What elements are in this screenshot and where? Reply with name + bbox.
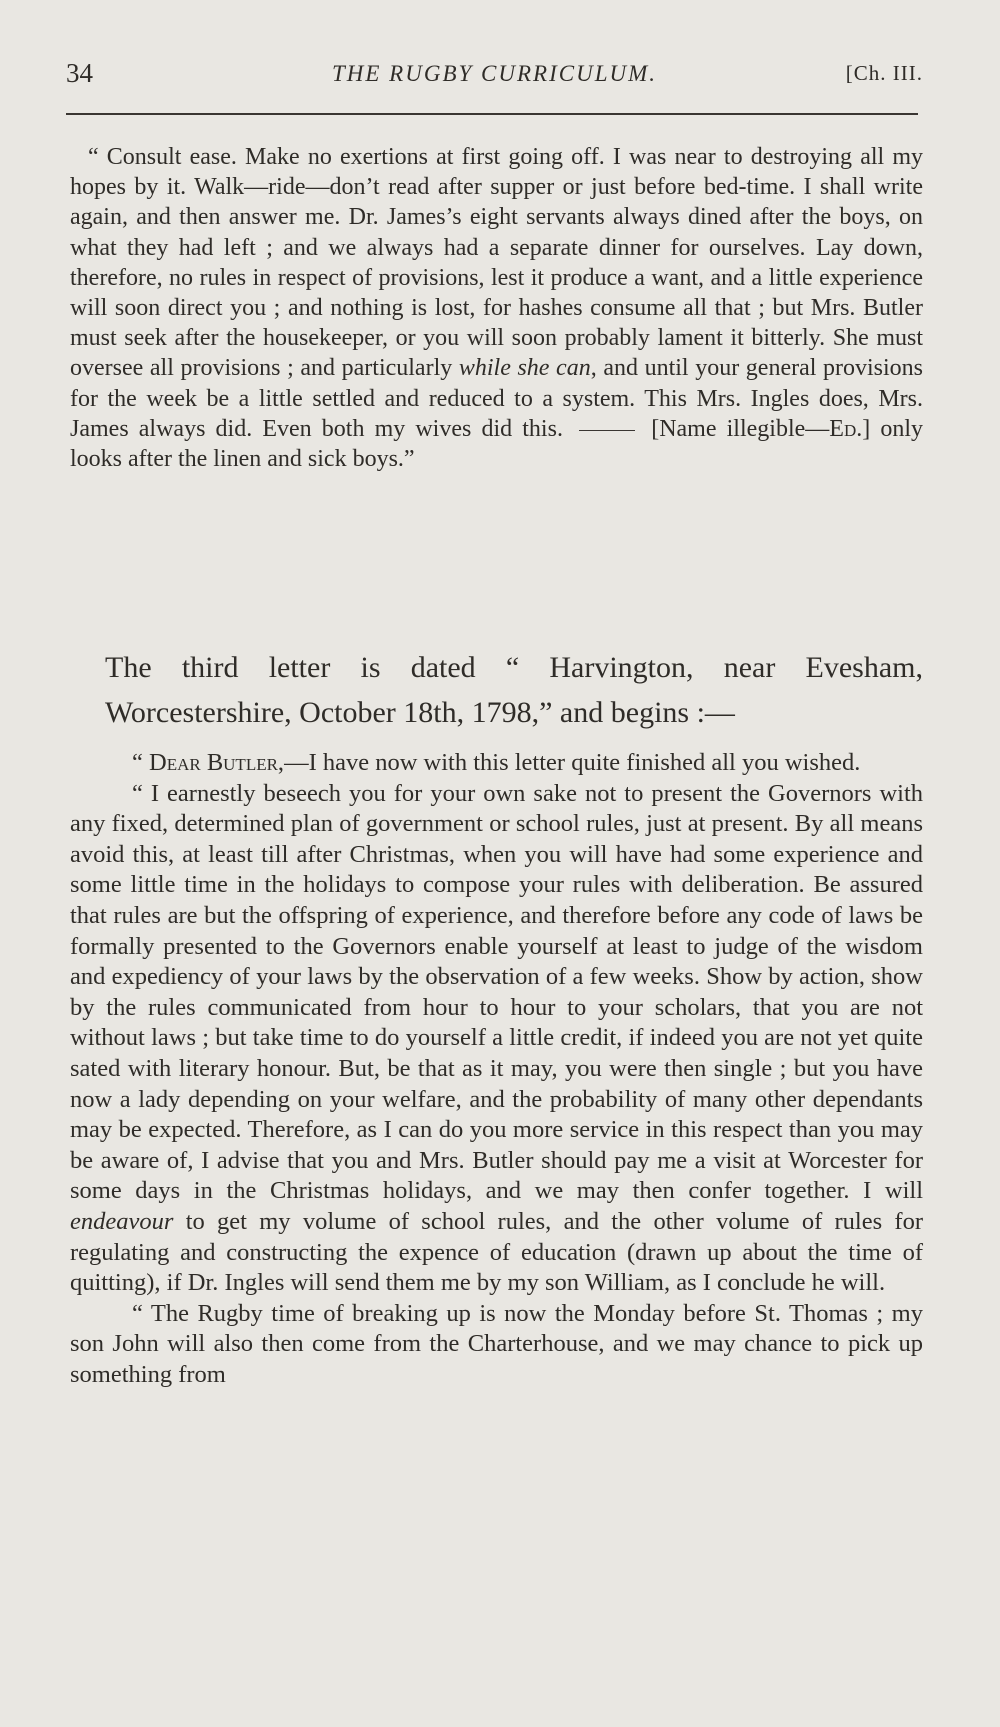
bracket-note-end: ] only looks after the linen and sick boys.” — [70, 415, 924, 473]
excerpt-text-main: “ Consult ease. Make no exertions at first going off. I was near to destroying all my hopes by it. Walk—ride—don’t read after supper or just before bed-time. I shall write again, and then answer me. Dr. James’s eight servants always dined after the boys, on what they had left ; and we always had a separate dinner for ourselves. Lay down, therefore, no rules in respect of provisions, lest it produce a want, and a little experience will soon direct you ; and nothing is lost, for hashes consume all that ; but Mrs. Butler must seek after the housekeeper, or you will soon probably lament it bitterly. She must oversee all provisions ; and particularly — [70, 144, 923, 382]
paragraph-2-emphasis: endeavour — [70, 1207, 174, 1235]
illegible-name-rule — [579, 430, 635, 431]
letter-salutation — [70, 748, 923, 779]
header-rule — [66, 113, 918, 115]
editor-abbreviation: Ed. — [829, 415, 863, 442]
chapter-reference: [Ch. III. — [845, 61, 923, 85]
letter-excerpt — [70, 142, 923, 474]
paragraph-2-text: “ I earnestly beseech you for your own sake not to present the Governors with any fixed, determined plan of government or school rules, just at present. By all means avoid this, at least till after Christmas, when you will have had some experience and some little time in the holidays to compose your rules with deliberation. Be assured that rules are but the offspring of experience, and therefore before any code of laws be formally presented to the Governors enable yourself at least to judge of the wisdom and expediency of your laws by the observation of a few weeks. Show by action, show by the rules communicated from hour to hour to your scholars, that you are not without laws ; but take time to do yourself a little credit, if indeed you are not yet quite sated with literary honour. But, be that as it may, you were then single ; but you have now a lady depending on your welfare, and the probability of many other dependants may be expected. Therefore, as I can do you more service in this respect than you may be aware of, I advise that you and Mrs. Butler should pay me a visit at Worcester for some days in the Christmas holidays, and we may then confer together. I will — [70, 779, 923, 1205]
letter-paragraph-3: “ The Rugby time of breaking up is now the Monday before St. Thomas ; my son John will also then come from the Charterhouse, and we may chance to pick up something from — [70, 1299, 923, 1388]
salutation-quote: “ — [132, 749, 143, 776]
excerpt-text-continued: , and until your general provisions for the week be a little settled and reduced to a system. This Mrs. Ingles does, Mrs. James always did. Even both my wives did this. — [70, 355, 924, 442]
page-number: 34 — [66, 58, 93, 88]
letter-excerpt-paragraph — [70, 142, 923, 474]
bracket-note-start: [Name illegible— — [651, 415, 830, 442]
paragraph-2-continued: to get my volume of school rules, and the other volume of rules for regulating and constructing the expence of education (drawn up about the time of quitting), if Dr. Ingles will send them me by my son William, as I conclude he will. — [70, 1207, 923, 1297]
salutation-rest: —I have now with this letter quite finished all you wished. — [284, 749, 861, 776]
salutation-name: Dear Butler, — [149, 749, 285, 776]
page-header — [66, 58, 923, 98]
narrative-paragraph — [105, 645, 923, 735]
excerpt-emphasis: while she can — [458, 355, 591, 382]
running-title: THE RUGBY CURRICULUM. — [331, 61, 658, 86]
narrative-text: The third letter is dated “ Harvington, near Evesham, Worcestershire, October 18th, 1798,” and begins :— — [105, 651, 923, 729]
letter-paragraph-2 — [70, 779, 923, 1299]
third-letter — [70, 748, 923, 1390]
